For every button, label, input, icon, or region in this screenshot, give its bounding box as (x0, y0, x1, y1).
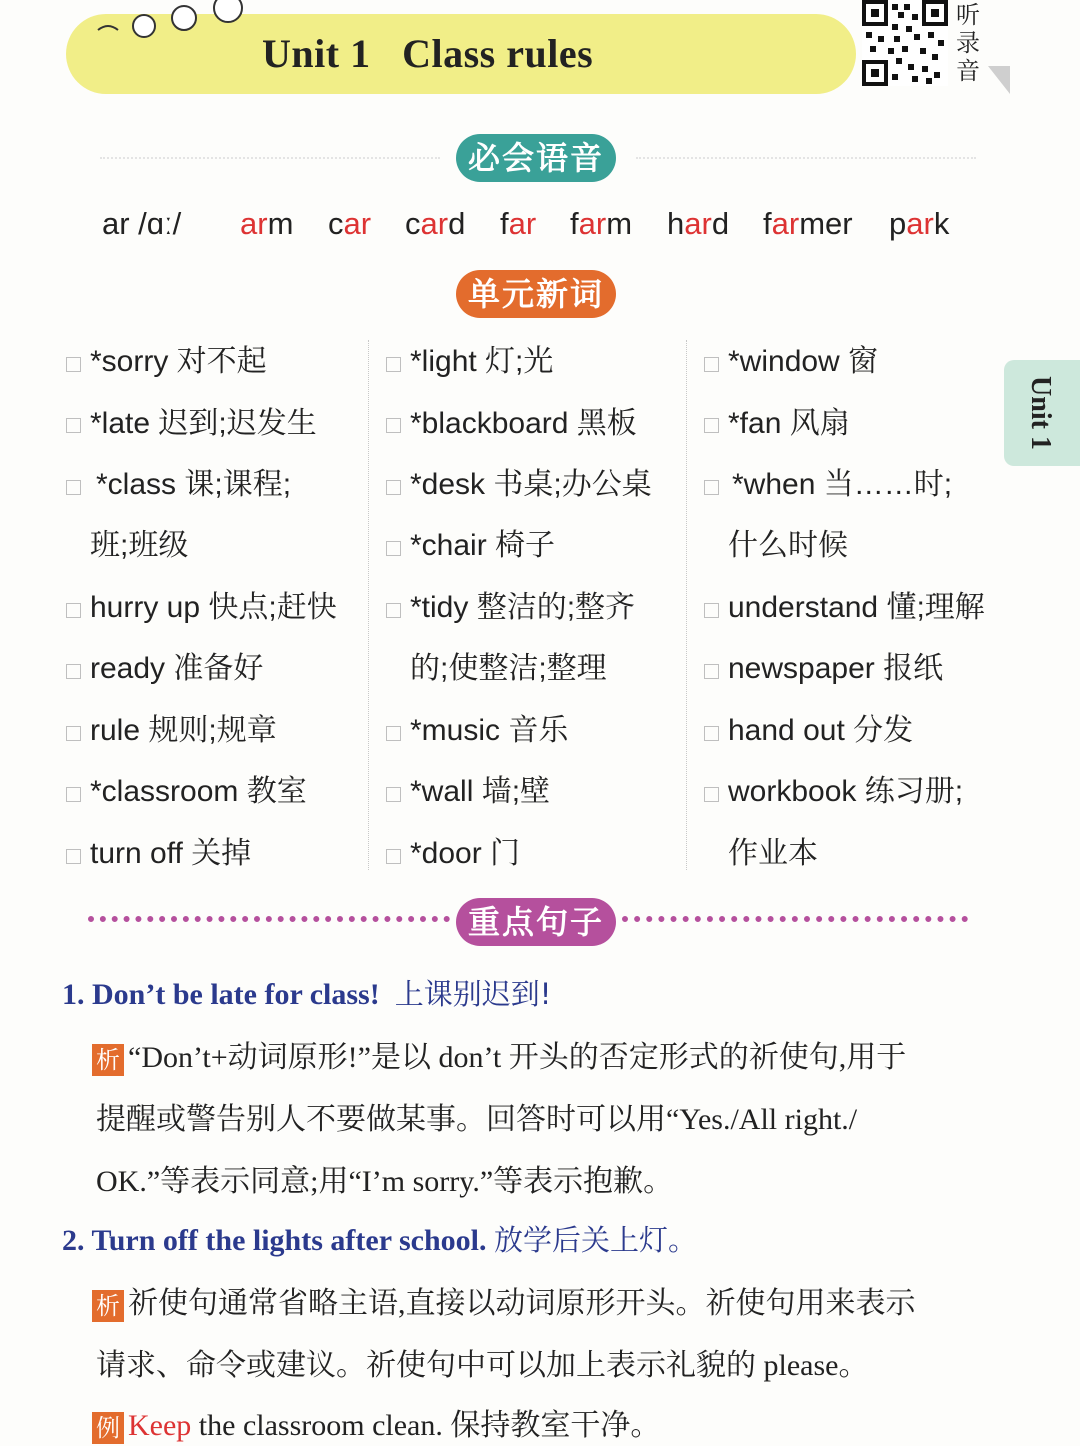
example-sentence: 例 Keep the classroom clean. 保持教室干净。 (92, 1400, 660, 1444)
checkbox[interactable] (386, 418, 401, 433)
vocab-item: *late 迟到;迟发生 (90, 407, 317, 440)
vocab-item: hand out 分发 (728, 714, 914, 747)
analysis-paragraph: 析 祈使句通常省略主语,直接以动词原形开头。祈使句用来表示 (92, 1278, 916, 1322)
sentence-heading-1: 1. Don’t be late for class! 上课别迟到! (62, 977, 552, 1011)
vocab-item-continued: 什么时候 (728, 529, 848, 562)
vocab-item: *chair 椅子 (410, 529, 556, 562)
phonics-word: far (500, 206, 537, 241)
checkbox[interactable] (66, 849, 81, 864)
checkbox[interactable] (66, 603, 81, 618)
vocab-item: *door 门 (410, 837, 521, 870)
page-corner (988, 66, 1010, 94)
analysis-tag: 析 (92, 1044, 124, 1076)
phonics-word: farmer (763, 206, 853, 241)
checkbox[interactable] (704, 418, 719, 433)
phonics-word: farm (570, 206, 633, 241)
vocab-item: *when 当……时; (732, 468, 953, 501)
example-tag: 例 (92, 1412, 124, 1444)
dotted-divider (88, 916, 450, 922)
vocab-item: hurry up 快点;赶快 (90, 591, 337, 624)
phonics-word: arm (240, 206, 294, 241)
divider (636, 157, 976, 159)
vocab-item-continued: 作业本 (728, 837, 818, 870)
phonics-word: hard (667, 206, 730, 241)
vocab-item: *fan 风扇 (728, 407, 850, 440)
vocab-item: *blackboard 黑板 (410, 407, 637, 440)
page-title: Unit 1 Class rules (262, 31, 594, 76)
sentence-heading-2: 2. Turn off the lights after school. 放学后关上灯。 (62, 1223, 697, 1257)
checkbox[interactable] (66, 726, 81, 741)
checkbox[interactable] (704, 664, 719, 679)
column-divider (368, 340, 369, 870)
analysis-paragraph: OK.”等表示同意;用“I’m sorry.”等表示抱歉。 (96, 1165, 674, 1198)
checkbox[interactable] (386, 603, 401, 618)
vocab-item: *music 音乐 (410, 714, 569, 747)
vocab-item: workbook 练习册; (728, 775, 964, 808)
qr-code-icon[interactable] (862, 0, 948, 86)
analysis-tag: 析 (92, 1290, 124, 1322)
phonics-word: car (328, 206, 372, 241)
checkbox[interactable] (66, 787, 81, 802)
vocab-item: *classroom 教室 (90, 775, 307, 808)
section-badge-phonics: 必会语音 (456, 134, 616, 182)
vocab-item-continued: 的;使整洁;整理 (410, 652, 607, 685)
checkbox[interactable] (66, 357, 81, 372)
checkbox[interactable] (704, 787, 719, 802)
checkbox[interactable] (386, 541, 401, 556)
vocab-item: *wall 墙;壁 (410, 775, 551, 808)
vocab-item: *window 窗 (728, 345, 879, 378)
divider (100, 157, 440, 159)
checkbox[interactable] (66, 480, 81, 495)
checkbox[interactable] (386, 726, 401, 741)
dotted-divider (622, 916, 968, 922)
vocab-item: *light 灯;光 (410, 345, 554, 378)
section-badge-key-sentences: 重点句子 (456, 898, 616, 946)
analysis-paragraph: 提醒或警告别人不要做某事。回答时可以用“Yes./All right./ (96, 1103, 858, 1136)
vocab-item: rule 规则;规章 (90, 714, 277, 747)
column-divider (686, 340, 687, 870)
checkbox[interactable] (704, 480, 719, 495)
vocab-item-continued: 班;班级 (90, 529, 189, 562)
checkbox[interactable] (66, 664, 81, 679)
checkbox[interactable] (704, 357, 719, 372)
phonics-symbol: ar /ɑː/ (102, 206, 182, 241)
vocab-item: *tidy 整洁的;整齐 (410, 591, 636, 624)
checkbox[interactable] (704, 603, 719, 618)
checkbox[interactable] (386, 849, 401, 864)
analysis-paragraph: 请求、命令或建议。祈使句中可以加上表示礼貌的 please。 (96, 1349, 869, 1382)
unit-side-tab: Unit 1 (1004, 360, 1080, 466)
vocab-item: *sorry 对不起 (90, 345, 267, 378)
vocab-item: understand 懂;理解 (728, 591, 985, 624)
analysis-paragraph: 析 “Don’t+动词原形!”是以 don’t 开头的否定形式的祈使句,用于 (92, 1032, 906, 1076)
checkbox[interactable] (386, 480, 401, 495)
vocab-item: *class 课;课程; (96, 468, 292, 501)
section-badge-new-words: 单元新词 (456, 270, 616, 318)
checkbox[interactable] (66, 418, 81, 433)
phonics-word: park (889, 206, 950, 241)
vocab-item: turn off 关掉 (90, 837, 252, 870)
vocab-item: ready 准备好 (90, 652, 264, 685)
vocab-item: *desk 书桌;办公桌 (410, 468, 652, 501)
checkbox[interactable] (704, 726, 719, 741)
listen-audio-label[interactable]: 听录音 (956, 3, 980, 85)
vocab-item: newspaper 报纸 (728, 652, 944, 685)
checkbox[interactable] (386, 787, 401, 802)
checkbox[interactable] (386, 357, 401, 372)
doodle-icon (96, 0, 256, 44)
phonics-word: card (405, 206, 466, 241)
